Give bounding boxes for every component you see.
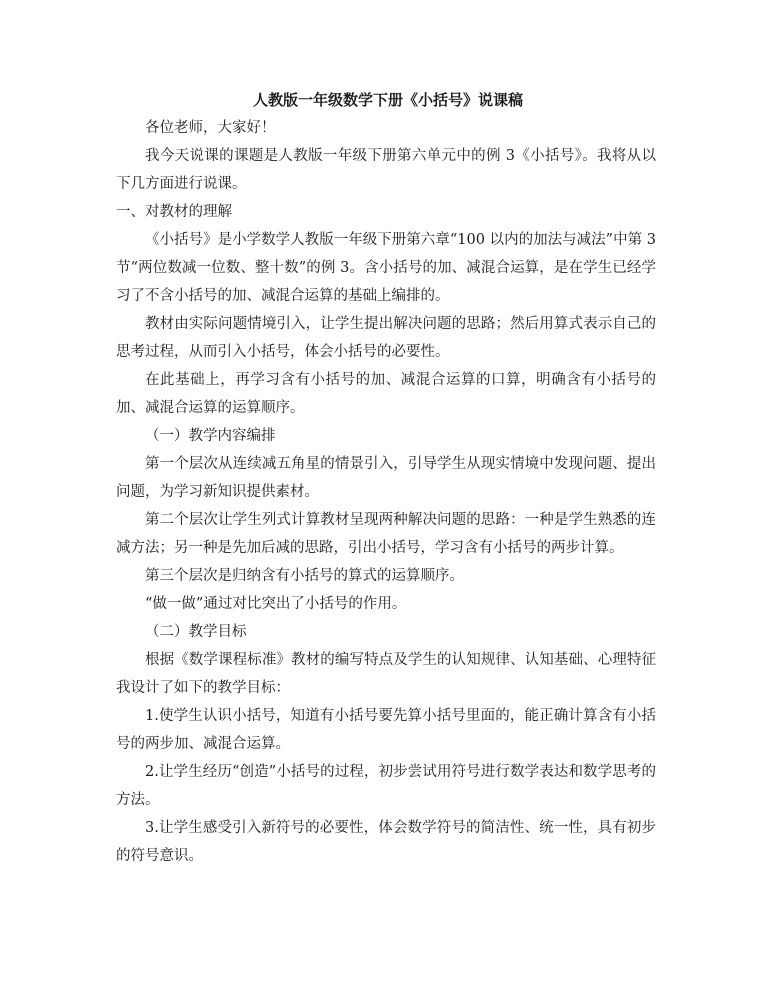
document-page: [116, 86, 656, 870]
paragraph-level-one: 第一个层次从连续减五角星的情景引入，引导学生从现实情境中发现问题、提出问题，为学习新知识提供素材。: [116, 456, 656, 500]
goal-item-2: 2.让学生经历“创造”小括号的过程，初步尝试用符号进行数学表达和数学思考的方法。: [116, 764, 656, 808]
greeting-paragraph: 各位老师，大家好！: [145, 120, 276, 136]
paragraph-textbook-foundation: 在此基础上，再学习含有小括号的加、减混合运算的口算，明确含有小括号的加、减混合运算的运算顺序。: [116, 372, 656, 416]
subheading-content-arrangement: （一）教学内容编排: [145, 428, 276, 444]
paragraph-level-two: 第二个层次让学生列式计算教材呈现两种解决问题的思路：一种是学生熟悉的连减方法；另一种是先加后减的思路，引出小括号，学习含有小括号的两步计算。: [116, 512, 656, 556]
paragraph-level-three: 第三个层次是归纳含有小括号的算式的运算顺序。: [145, 568, 464, 584]
paragraph-goals-intro: 根据《数学课程标准》教材的编写特点及学生的认知规律、认知基础、心理特征我设计了如下的教学目标：: [116, 652, 656, 696]
paragraph-textbook-overview: 《小括号》是小学数学人教版一年级下册第六章“100 以内的加法与减法”中第 3 节“两位数减一位数、整十数”的例 3。含小括号的加、减混合运算，是在学生已经学习了不含小括号的加、减混合运算的基础上编排的。: [116, 232, 656, 304]
section-heading-textbook-understanding: 一、对教材的理解: [116, 204, 232, 220]
goal-item-3: 3.让学生感受引入新符号的必要性，体会数学符号的简洁性、统一性，具有初步的符号意识。: [116, 820, 656, 864]
intro-paragraph: 我今天说课的课题是人教版一年级下册第六单元中的例 3《小括号》。我将从以下几方面进行说课。: [116, 148, 656, 192]
document-title: 人教版一年级数学下册《小括号》说课稿: [252, 91, 523, 109]
paragraph-textbook-introduction: 教材由实际问题情境引入，让学生提出解决问题的思路；然后用算式表示自己的思考过程，从而引入小括号，体会小括号的必要性。: [116, 316, 656, 360]
subheading-teaching-goals: （二）教学目标: [145, 624, 247, 640]
goal-item-1: 1.使学生认识小括号，知道有小括号要先算小括号里面的，能正确计算含有小括号的两步加、减混合运算。: [116, 708, 656, 752]
paragraph-practice: “做一做”通过对比突出了小括号的作用。: [145, 596, 407, 612]
